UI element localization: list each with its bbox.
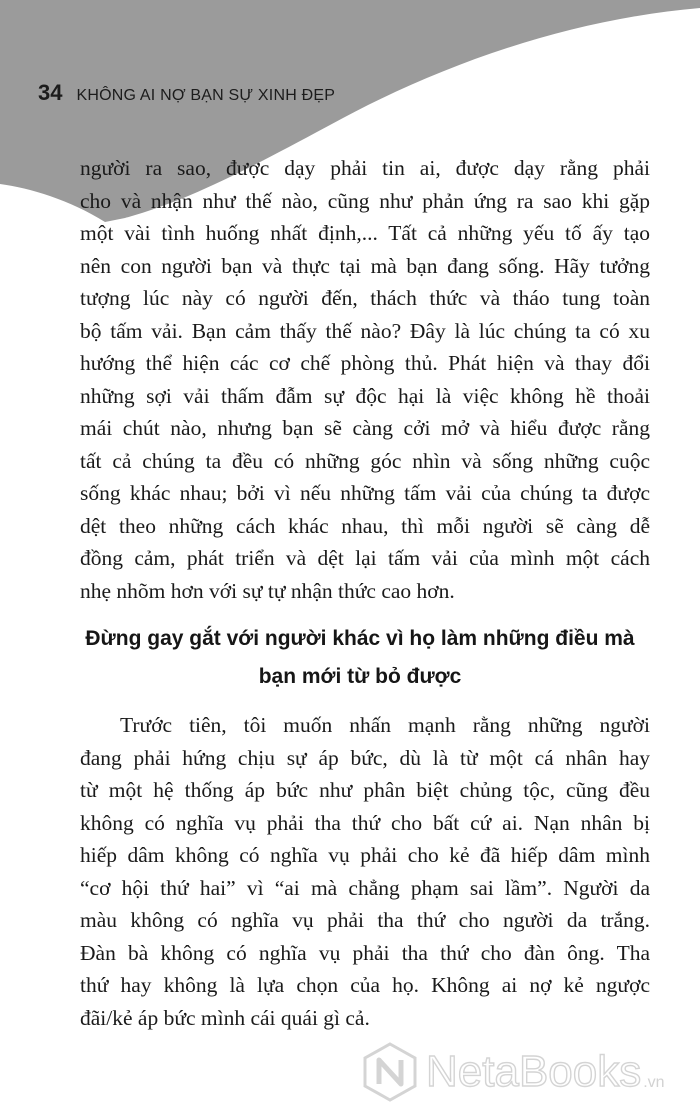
text-line: nhẹ nhõm hơn với sự tự nhận thức cao hơn. [80, 578, 455, 603]
text-line: không có nghĩa vụ phải tha thứ cho bất cứ ai. Nạn nhân bị [80, 810, 650, 835]
text-line: dệt theo những cách khác nhau, thì mỗi người sẽ càng dễ [80, 513, 650, 538]
section-heading [60, 620, 660, 696]
text-line: từ một hệ thống áp bức như phân biệt chủng tộc, cũng đều [80, 778, 650, 802]
text-line: bộ tấm vải. Bạn cảm thấy thế nào? Đây là lúc chúng ta có xu [80, 318, 650, 343]
text-line: “cơ hội thứ hai” vì “ai mà chẳng phạm sai lầm”. Người da [80, 875, 650, 900]
text-line: đang phải hứng chịu sự áp bức, dù là từ một cá nhân hay [80, 745, 650, 770]
text-line: sống khác nhau; bởi vì nếu những tấm vải của chúng ta được [80, 481, 650, 505]
text-line: hiếp dâm không có nghĩa vụ phải cho kẻ đã hiếp dâm mình [80, 843, 650, 867]
heading-line: bạn mới từ bỏ được [258, 665, 462, 688]
text-line: người ra sao, được dạy phải tin ai, được dạy rằng phải [80, 156, 650, 180]
text-line: Trước tiên, tôi muốn nhấn mạnh rằng những người [120, 713, 650, 737]
text-line: tượng lúc này có người đến, thách thức và tháo tung toàn [80, 286, 650, 310]
watermark-brand: NetaBooks [426, 1047, 642, 1096]
text-line: đãi/kẻ áp bức mình cái quái gì cả. [80, 1005, 370, 1030]
paragraph-continued [80, 152, 650, 607]
text-line: nên con người bạn và thực tại mà bạn đang sống. Hãy tưởng [80, 253, 650, 278]
watermark-suffix: .vn [643, 1074, 665, 1091]
text-line: đồng cảm, phát triển và dệt lại tấm vải của mình một cách [80, 546, 650, 570]
text-line: một vài tình huống nhất định,... Tất cả những yếu tố ấy tạo [80, 221, 650, 245]
heading-line: Đừng gay gắt với người khác vì họ làm những điều mà [85, 627, 635, 650]
text-line: những sợi vải thấm đẫm sự độc hại là việc không hề thoải [80, 383, 650, 408]
watermark [362, 1042, 665, 1102]
running-header [38, 80, 335, 106]
text-line: Đàn bà không có nghĩa vụ phải tha thứ cho đàn ông. Tha [80, 940, 650, 965]
text-line: thứ hay không là lựa chọn của họ. Không ai nợ kẻ ngược [80, 973, 650, 997]
text-line: màu không có nghĩa vụ phải tha thứ cho người da trắng. [80, 908, 650, 932]
text-line: mái chút nào, nhưng bạn sẽ càng cởi mở và hiểu được rằng [80, 416, 650, 440]
paragraph [80, 709, 650, 1034]
netabooks-logo-icon [362, 1042, 418, 1102]
text-line: hướng thể hiện các cơ chế phòng thủ. Phát hiện và thay đổi [80, 351, 650, 375]
text-line: tất cả chúng ta đều có những góc nhìn và sống những cuộc [80, 448, 650, 473]
page-number: 34 [38, 80, 63, 105]
text-line: cho và nhận như thế nào, cũng như phản ứng ra sao khi gặp [80, 188, 650, 213]
running-title: KHÔNG AI NỢ BẠN SỰ XINH ĐẸP [76, 87, 336, 104]
